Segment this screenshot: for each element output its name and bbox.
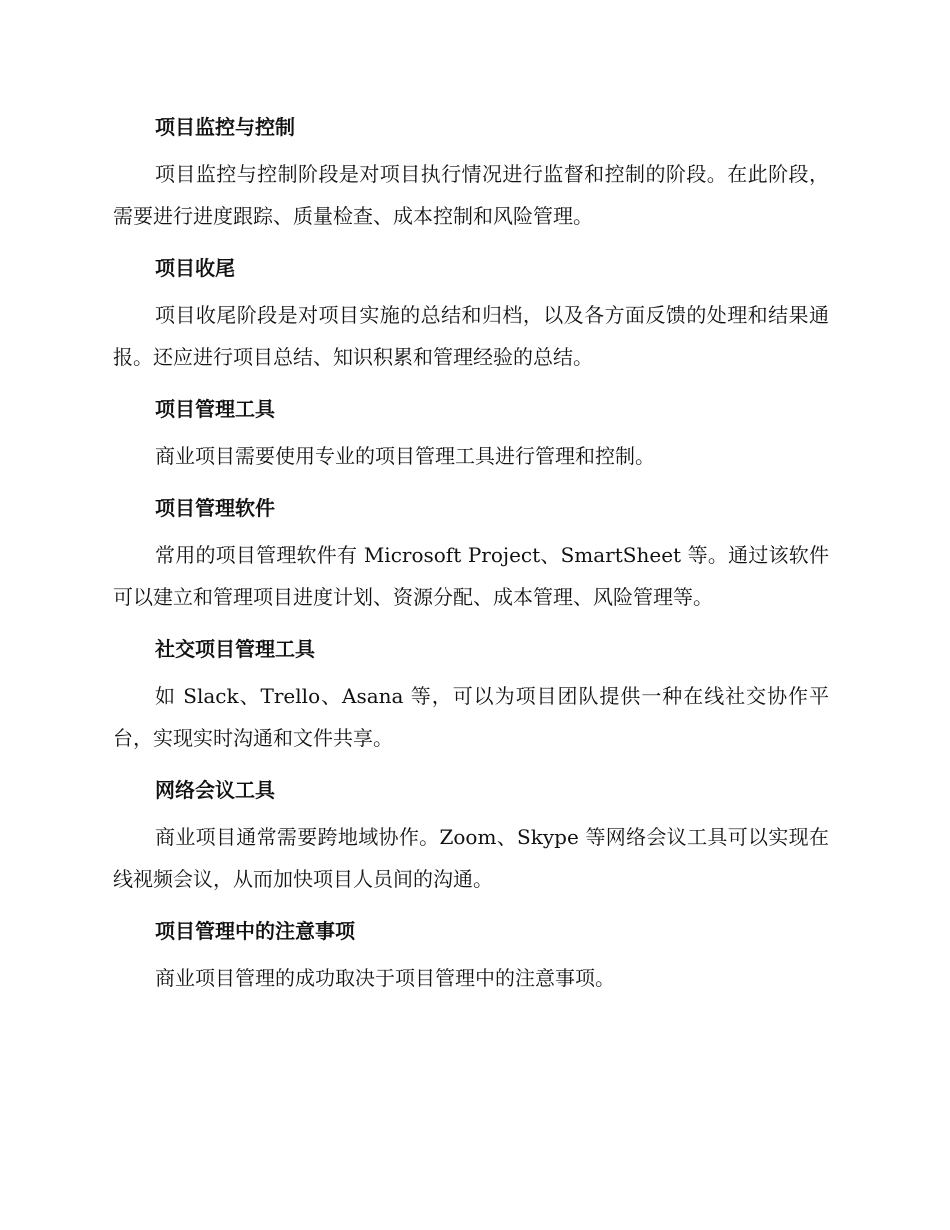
section-body-monitoring: 项目监控与控制阶段是对项目执行情况进行监督和控制的阶段。在此阶段，需要进行进度跟踪、质量检查、成本控制和风险管理。 — [113, 162, 829, 228]
section-body-notes: 商业项目管理的成功取决于项目管理中的注意事项。 — [155, 966, 615, 990]
section-heading-software: 项目管理软件 — [155, 496, 275, 520]
section-body-tools: 商业项目需要使用专业的项目管理工具进行管理和控制。 — [155, 444, 655, 468]
document-page — [113, 110, 829, 1013]
section-heading-closing: 项目收尾 — [155, 256, 235, 280]
section-body-social-tools: 如 Slack、Trello、Asana 等，可以为项目团队提供一种在线社交协作平台，实现实时沟通和文件共享。 — [113, 684, 829, 750]
section-body-closing: 项目收尾阶段是对项目实施的总结和归档，以及各方面反馈的处理和结果通报。还应进行项目总结、知识积累和管理经验的总结。 — [113, 303, 829, 369]
section-heading-notes: 项目管理中的注意事项 — [155, 919, 355, 943]
section-heading-monitoring: 项目监控与控制 — [155, 115, 295, 139]
section-heading-tools: 项目管理工具 — [155, 397, 275, 421]
section-body-software: 常用的项目管理软件有 Microsoft Project、SmartSheet 等。通过该软件可以建立和管理项目进度计划、资源分配、成本管理、风险管理等。 — [113, 543, 829, 609]
section-heading-social-tools: 社交项目管理工具 — [155, 637, 315, 661]
section-heading-meeting-tools: 网络会议工具 — [155, 778, 275, 802]
section-body-meeting-tools: 商业项目通常需要跨地域协作。Zoom、Skype 等网络会议工具可以实现在线视频会议，从而加快项目人员间的沟通。 — [113, 825, 829, 891]
